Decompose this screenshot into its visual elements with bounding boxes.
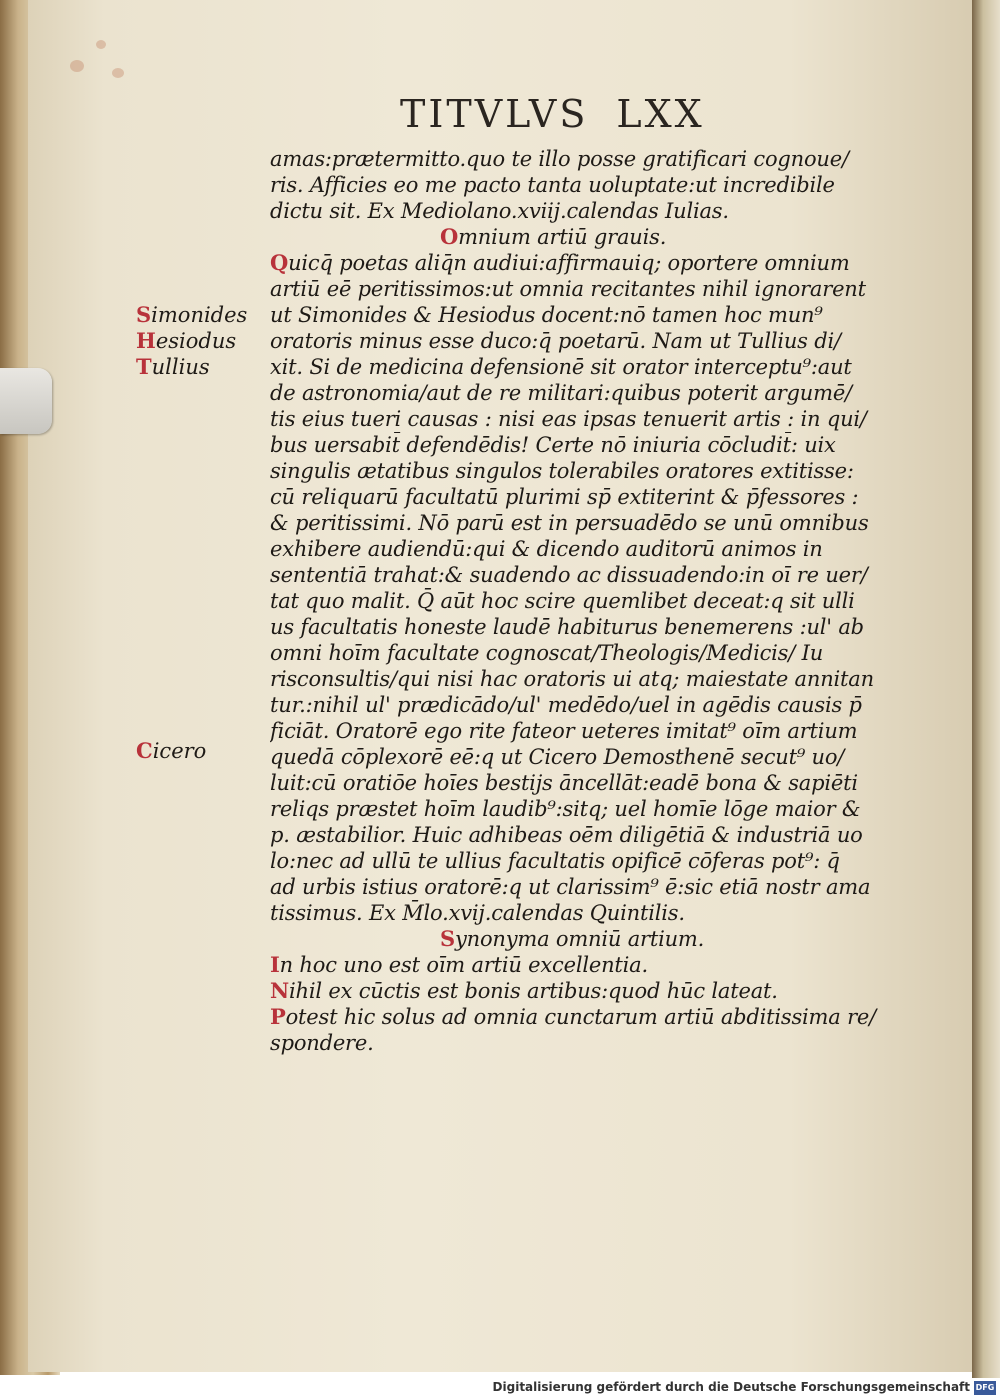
text-line: [270, 926, 880, 952]
text-line: [270, 406, 880, 432]
text-line: [270, 796, 880, 822]
text-line: [270, 588, 880, 614]
line-text: & peritissimi. Nō parū est in persuadēdo se unū omnibus: [270, 511, 869, 535]
text-line: [270, 536, 880, 562]
footer: [0, 1378, 1000, 1400]
line-text: oratoris minus esse duco:q̄ poetarū. Nam ut Tullius di/: [270, 329, 841, 353]
text-line: [270, 900, 880, 926]
text-line: [270, 484, 880, 510]
rubric-initial: S: [440, 926, 455, 951]
line-text: ad urbis istius oratorē:q ut clarissim⁹ ē:sic etiā nostr ama: [270, 875, 871, 899]
line-text: bus uersabit̄ defendēdis! Certe nō iniuria cōcludit̄: uix: [270, 433, 836, 457]
text-line: [270, 562, 880, 588]
text-line: [270, 770, 880, 796]
text-line: [270, 640, 880, 666]
margin-note-text: icero: [152, 739, 207, 763]
rubric-initial: O: [440, 224, 459, 249]
text-line: [270, 146, 880, 172]
text-line: [270, 744, 880, 770]
line-text: amas:prætermitto.quo te illo posse gratificari cognoue/: [270, 147, 849, 171]
dfg-logo: DFG: [974, 1381, 996, 1395]
text-line: [270, 198, 880, 224]
rubric-initial: N: [270, 978, 289, 1003]
line-text: cū reliquarū facultatū plurimi sp̄ extiterint & p̄fessores :: [270, 485, 859, 509]
stain: [96, 40, 106, 49]
line-text: p. æstabilior. Huic adhibeas oēm diligētiā & industriā uo: [270, 823, 863, 847]
line-text: ut Simonides & Hesiodus docent:nō tamen hoc mun⁹: [270, 303, 823, 327]
text-line: [270, 354, 880, 380]
line-text: singulis ætatibus singulos tolerabiles oratores extitisse:: [270, 459, 854, 483]
line-text: lo:nec ad ullū te ullius facultatis opificē cōferas pot⁹: q̄: [270, 849, 840, 873]
text-line: [270, 666, 880, 692]
rubric-initial: Q: [270, 250, 289, 275]
margin-note-simonides: [136, 302, 266, 328]
text-line: [270, 302, 880, 328]
page-header: [400, 92, 730, 136]
text-line: [270, 328, 880, 354]
line-text: omni hoīm facultate cognoscat/Theologis/Medicis/ Iu: [270, 641, 824, 665]
margin-note-tullius: [136, 354, 266, 380]
header-number: LXX: [616, 92, 705, 136]
stain: [112, 68, 124, 78]
line-text: dictu sit. Ex Mediolano.xviij.calendas Iulias.: [270, 199, 729, 223]
margin-note-text: esiodus: [155, 329, 237, 353]
line-text: tur.:nihil ul' prædicādo/ul' medēdo/uel in agēdis causis p̄: [270, 693, 862, 717]
line-text: ris. Afficies eo me pacto tanta uoluptate:ut incredibile: [270, 173, 835, 197]
line-text: n hoc uno est oīm artiū excellentia.: [279, 953, 648, 977]
line-text: reliqs præstet hoīm laudib⁹:sitq; uel homīe lōge maior &: [270, 797, 861, 821]
initial: S: [136, 302, 152, 327]
line-text: exhibere audiendū:qui & dicendo auditorū animos in: [270, 537, 823, 561]
text-line: [270, 380, 880, 406]
line-text: ficiāt. Oratorē ego rite fateor ueteres imitat⁹ oīm artium: [270, 719, 858, 743]
line-text: spondere.: [270, 1031, 374, 1055]
rubric-initial: I: [270, 952, 280, 977]
text-line: [270, 458, 880, 484]
text-line: [270, 874, 880, 900]
line-text: us facultatis honeste laudē habiturus benemerens :ul' ab: [270, 615, 864, 639]
line-text: de astronomia/aut de re militari:quibus poterit argumē/: [270, 381, 852, 405]
line-text: ynonyma omniū artium.: [454, 927, 705, 951]
text-line: [270, 978, 880, 1004]
line-text: otest hic solus ad omnia cunctarum artiū abditissima re/: [285, 1005, 877, 1029]
stain: [70, 60, 84, 72]
line-text: luit:cū oratiōe hoīes bestijs āncellāt:eadē bona & sapiēti: [270, 771, 858, 795]
line-text: tissimus. Ex M̄lo.xvij.calendas Quintilis.: [270, 901, 685, 925]
rubric-initial: P: [270, 1004, 286, 1029]
text-line: [270, 848, 880, 874]
text-line: [270, 276, 880, 302]
line-text: ihil ex cūctis est bonis artibus:quod hūc lateat.: [289, 979, 778, 1003]
line-text: uicq̄ poetas aliq̄n audiui:affirmauiq; oportere omnium: [288, 251, 850, 275]
line-text: tis eius tueri causas : nisi eas ipsas tenuerit artis : in qui/: [270, 407, 867, 431]
line-text: tat quo malit. Q̄ aūt hoc scire quemlibet deceat:q sit ulli: [270, 589, 855, 613]
text-line: [270, 432, 880, 458]
next-page-edge: [972, 0, 1000, 1390]
text-line: [270, 172, 880, 198]
margin-note-cicero: [136, 738, 206, 763]
body-text: [270, 146, 880, 1056]
text-line: [270, 1030, 880, 1056]
line-text: sententiā trahat:& suadendo ac dissuadendo:in oī re uer/: [270, 563, 868, 587]
margin-notes: [136, 302, 266, 380]
text-line: [270, 224, 880, 250]
footer-text: Digitalisierung gefördert durch die Deutsche Forschungsgemeinschaft: [492, 1380, 970, 1394]
line-text: risconsultis/qui nisi hac oratoris ui atq; maiestate annitan: [270, 667, 874, 691]
initial: C: [136, 738, 153, 763]
text-line: [270, 822, 880, 848]
margin-note-hesiodus: [136, 328, 266, 354]
text-line: [270, 718, 880, 744]
margin-note-text: imonides: [151, 303, 248, 327]
text-line: [270, 510, 880, 536]
line-text: xit. Si de medicina defensionē sit orator interceptu⁹:aut: [270, 355, 852, 379]
line-text: mnium artiū grauis.: [458, 225, 667, 249]
line-text: artiū eē peritissimos:ut omnia recitantes nihil ignorarent: [270, 277, 866, 301]
header-title: TITVLVS: [400, 92, 589, 136]
text-line: [270, 1004, 880, 1030]
page-clip: [0, 368, 52, 434]
text-line: [270, 614, 880, 640]
initial: T: [136, 354, 152, 379]
margin-note-text: ullius: [151, 355, 210, 379]
text-line: [270, 692, 880, 718]
text-line: [270, 952, 880, 978]
line-text: quedā cōplexorē eē:q ut Cicero Demosthenē secut⁹ uo/: [270, 745, 845, 769]
text-line: [270, 250, 880, 276]
initial: H: [136, 328, 156, 353]
